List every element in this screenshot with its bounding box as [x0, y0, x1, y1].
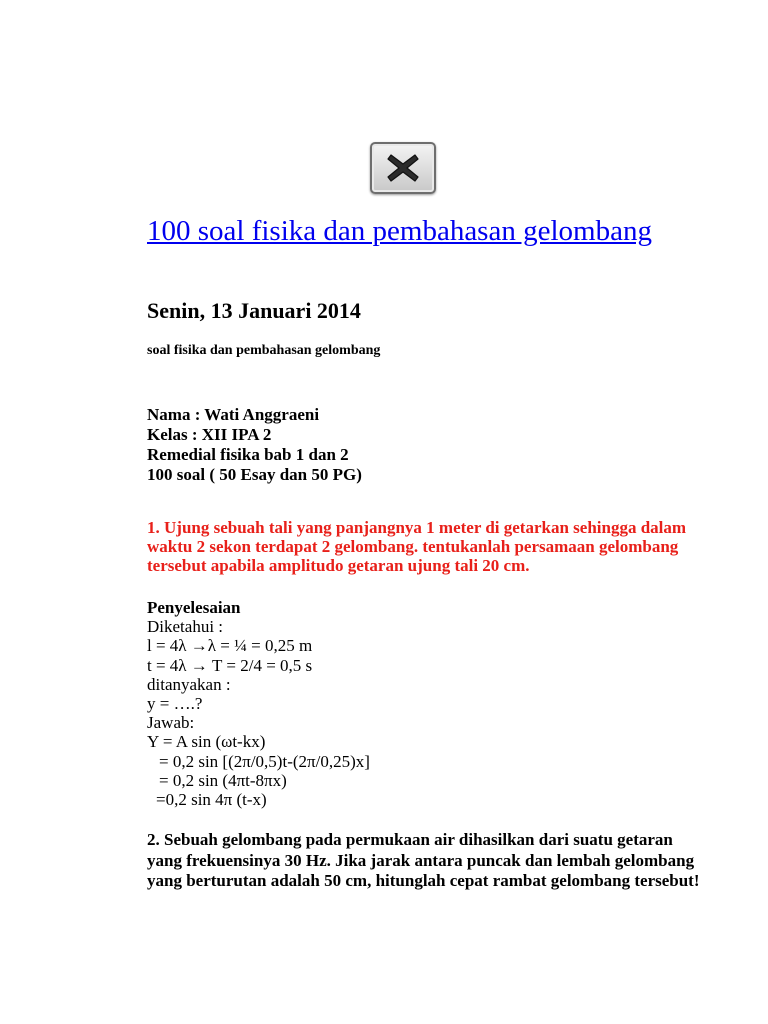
question-1: 1. Ujung sebuah tali yang panjangnya 1 meter di getarkan sehingga dalam waktu 2 sekon terdapat 2 gelombang. tentukanlah persamaan gelombang tersebut apabila amplitudo getaran ujung tali 20 cm. — [147, 518, 687, 575]
article-title-link[interactable]: 100 soal fisika dan pembahasan gelombang — [147, 215, 652, 247]
known-label: Diketahui : — [147, 617, 224, 637]
answer-line: Y = A sin (ωt-kx) — [147, 732, 266, 752]
solution-heading: Penyelesaian — [147, 598, 241, 617]
post-date: Senin, 13 Januari 2014 — [147, 298, 361, 323]
answer-line: = 0,2 sin [(2π/0,5)t-(2π/0,25)x] — [159, 751, 370, 771]
question-count: 100 soal ( 50 Esay dan 50 PG) — [147, 465, 362, 484]
known-line: l = 4λ →λ = ¼ = 0,25 m — [147, 636, 313, 656]
post-subtitle: soal fisika dan pembahasan gelombang — [147, 343, 381, 358]
student-name: Nama : Wati Anggraeni — [147, 405, 320, 424]
asked-value: y = ….? — [147, 694, 203, 714]
asked-label: ditanyakan : — [147, 674, 231, 694]
student-class: Kelas : XII IPA 2 — [147, 425, 272, 444]
question-2: 2. Sebuah gelombang pada permukaan air dihasilkan dari suatu getaran yang frekuensinya 30 Hz. Jika jarak antara puncak dan lembah gelombang yang berturutan adalah 50 cm, hitunglah cepat rambat gelombang tersebut! — [147, 830, 700, 890]
remedial-topic: Remedial fisika bab 1 dan 2 — [147, 445, 349, 464]
student-info — [147, 405, 362, 485]
answer-line: = 0,2 sin (4πt-8πx) — [159, 770, 287, 790]
broken-image-placeholder — [370, 142, 436, 194]
solution-1 — [147, 598, 370, 809]
close-x-icon — [385, 151, 421, 185]
answer-line: =0,2 sin 4π (t-x) — [156, 790, 267, 810]
answer-label: Jawab: — [147, 713, 195, 733]
known-line: t = 4λ → T = 2/4 = 0,5 s — [147, 655, 313, 675]
